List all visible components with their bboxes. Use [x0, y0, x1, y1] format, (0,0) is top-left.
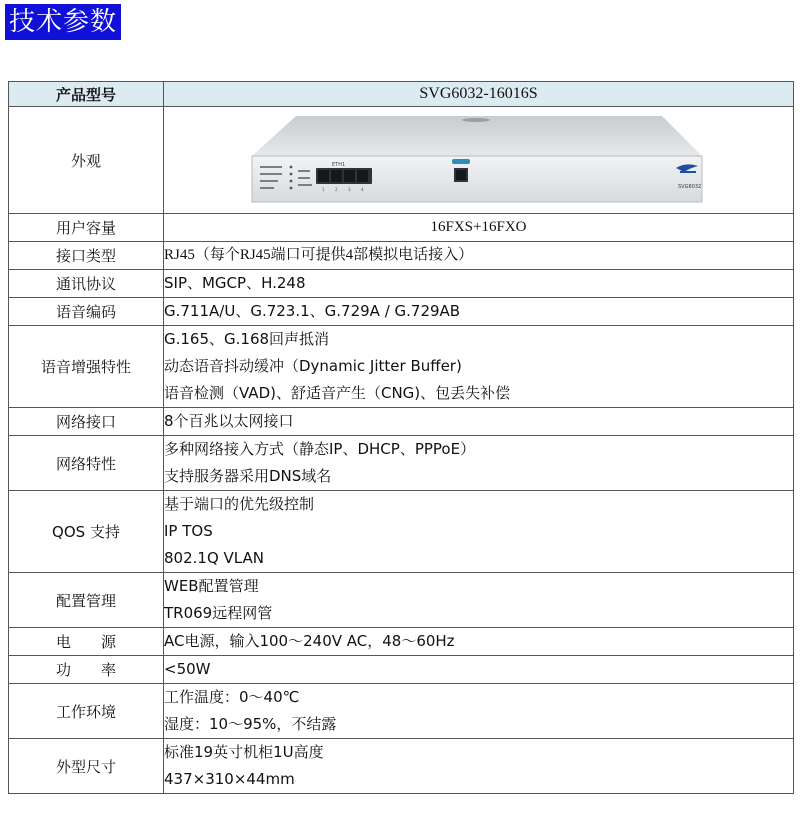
- spec-row: [9, 436, 794, 491]
- spec-row: [9, 656, 794, 684]
- header-label: 产品型号: [9, 82, 164, 107]
- row-label: 通讯协议: [9, 270, 164, 298]
- row-value: 多种网络接入方式（静态IP、DHCP、PPPoE） 支持服务器采用DNS域名: [164, 436, 794, 491]
- row-label: 外型尺寸: [9, 739, 164, 794]
- svg-text:2: 2: [334, 187, 338, 192]
- eth-port-group: [316, 168, 372, 184]
- row-value: G.711A/U、G.723.1、G.729A / G.729AB: [164, 298, 794, 326]
- device-model-label: SVG6032: [677, 184, 701, 190]
- row-value: WEB配置管理 TR069远程网管: [164, 573, 794, 628]
- svg-text:3: 3: [347, 187, 351, 192]
- spec-row: [9, 573, 794, 628]
- spec-row: [9, 270, 794, 298]
- svg-text:1: 1: [321, 187, 325, 192]
- console-badge: [452, 159, 470, 164]
- row-label: 外观: [9, 107, 164, 214]
- port-group-label: ETH1: [331, 162, 345, 168]
- device-top: [252, 116, 702, 156]
- row-value: 工作温度：0～40℃ 湿度：10～95%，不结露: [164, 684, 794, 739]
- row-value: <50W: [164, 656, 794, 684]
- appearance-row: [9, 107, 794, 214]
- table-header-row: [9, 82, 794, 107]
- row-value: SIP、MGCP、H.248: [164, 270, 794, 298]
- section-heading: 技术参数: [5, 4, 121, 40]
- row-value: G.165、G.168回声抵消 动态语音抖动缓冲（Dynamic Jitter Buffer) 语音检测（VAD)、舒适音产生（CNG)、包丢失补偿: [164, 326, 794, 408]
- svg-text:4: 4: [360, 187, 364, 192]
- spec-table: [8, 81, 794, 794]
- row-label: 工作环境: [9, 684, 164, 739]
- row-label: 功率: [9, 656, 164, 684]
- row-value: RJ45（每个RJ45端口可提供4部模拟电话接入）: [164, 242, 794, 270]
- spec-row: [9, 739, 794, 794]
- row-label: 接口类型: [9, 242, 164, 270]
- row-label: 语音编码: [9, 298, 164, 326]
- spec-row: [9, 491, 794, 573]
- spec-row: [9, 298, 794, 326]
- spec-row: [9, 408, 794, 436]
- spec-row: [9, 684, 794, 739]
- device-image-cell: [164, 107, 794, 214]
- row-value: 16FXS+16FXO: [164, 214, 794, 242]
- row-label: 网络特性: [9, 436, 164, 491]
- row-label: 电源: [9, 628, 164, 656]
- row-label: QOS 支持: [9, 491, 164, 573]
- row-value: 标准19英寸机柜1U高度 437×310×44mm: [164, 739, 794, 794]
- row-value: 8个百兆以太网接口: [164, 408, 794, 436]
- spec-row: [9, 326, 794, 408]
- row-label: 用户容量: [9, 214, 164, 242]
- spec-row: [9, 242, 794, 270]
- spec-row: [9, 628, 794, 656]
- row-value: AC电源，输入100～240V AC，48～60Hz: [164, 628, 794, 656]
- device-image: [244, 110, 714, 210]
- row-value: 基于端口的优先级控制 IP TOS 802.1Q VLAN: [164, 491, 794, 573]
- row-label: 语音增强特性: [9, 326, 164, 408]
- model-number: SVG6032-16016S: [164, 82, 794, 107]
- row-label: 配置管理: [9, 573, 164, 628]
- spec-row: [9, 214, 794, 242]
- row-label: 网络接口: [9, 408, 164, 436]
